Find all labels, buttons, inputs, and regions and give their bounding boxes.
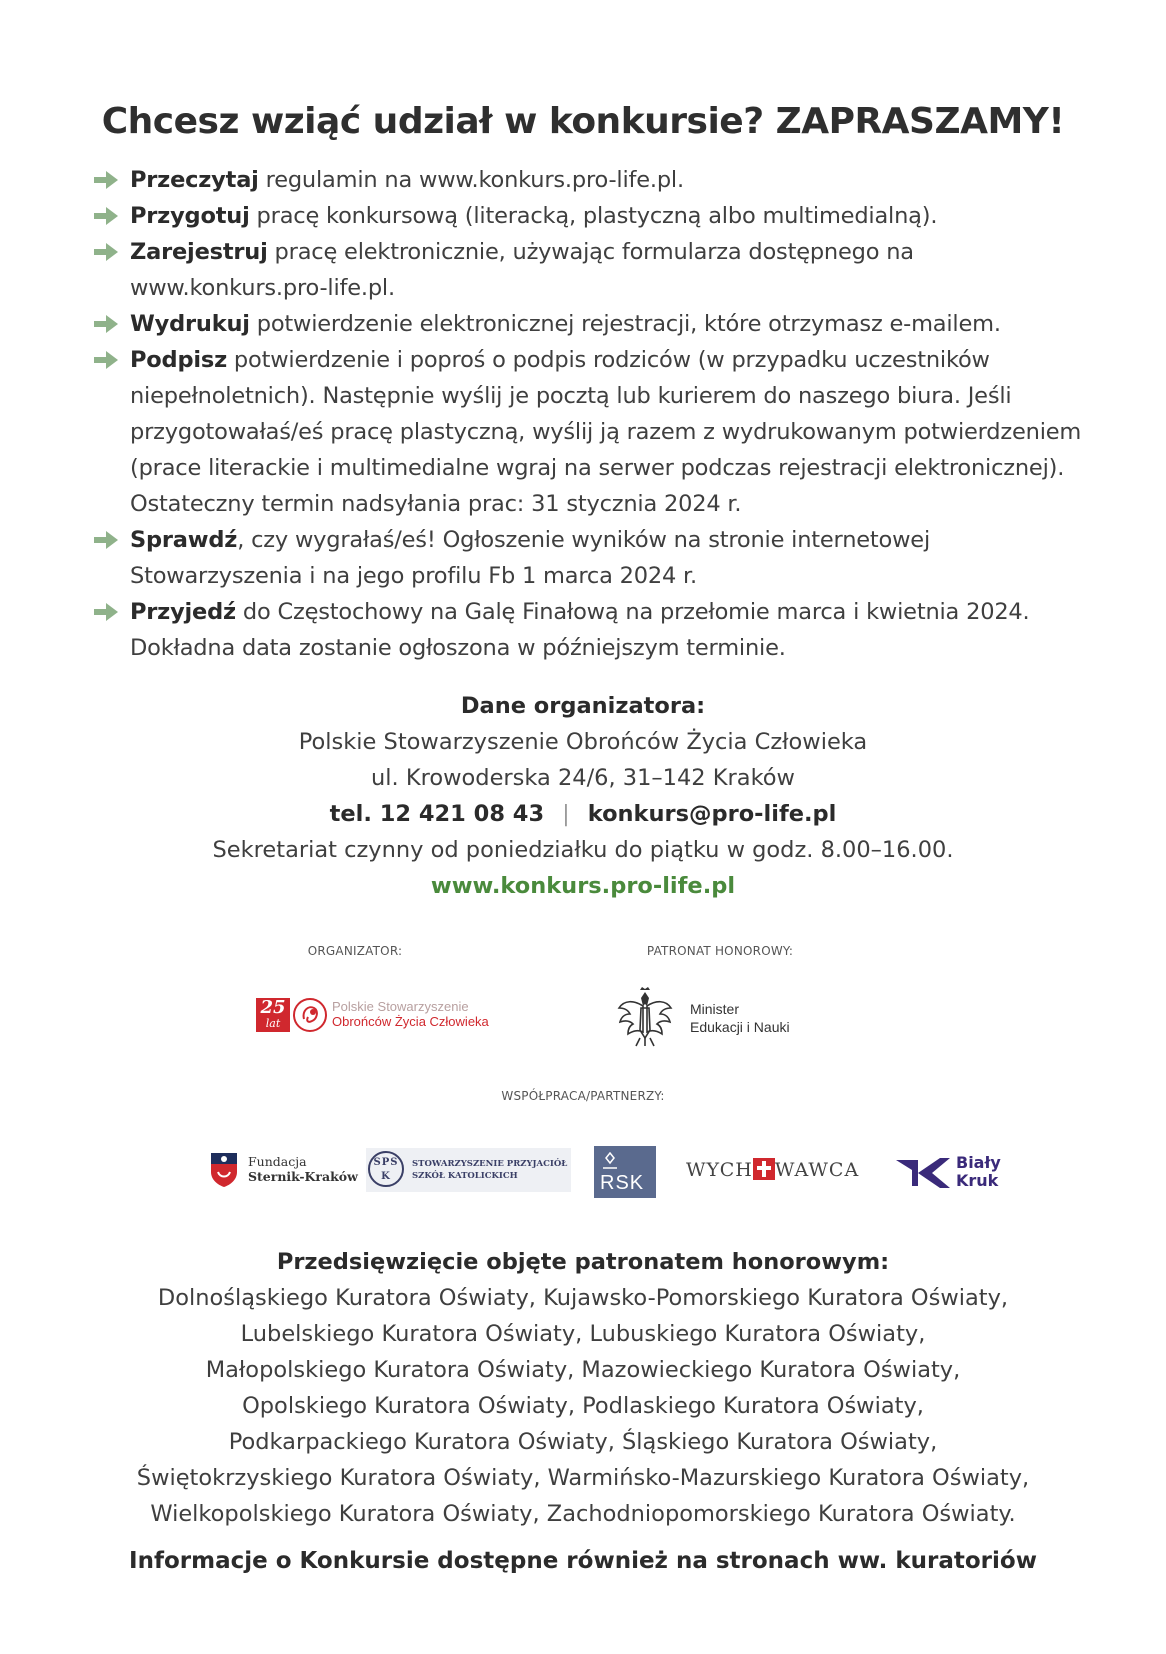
spsk-logo — [366, 1148, 571, 1192]
step-item-arrive — [93, 594, 1103, 666]
patronage-line: Dolnośląskiego Kuratora Oświaty, Kujawsko-Pomorskiego Kuratora Oświaty, — [157, 1285, 1009, 1311]
rsk-logo — [594, 1146, 656, 1198]
spsk-text — [412, 1158, 567, 1182]
partners-logo-label: WSPÓŁPRACA/PARTNERZY: — [501, 1089, 665, 1103]
pso-logo — [256, 996, 496, 1036]
step-text: pracę konkursową (literacką, plastyczną albo multimedialną). — [249, 203, 938, 229]
patron-logo-label: PATRONAT HONOROWY: — [646, 944, 794, 958]
patronage-section — [0, 1244, 1166, 1532]
bialy-kruk-line2: Kruk — [956, 1171, 999, 1190]
arrow-right-icon — [93, 205, 119, 227]
arrow-right-icon — [93, 169, 119, 191]
step-item-read — [93, 162, 1103, 198]
contact-separator: | — [562, 801, 570, 827]
pso-text — [332, 999, 489, 1029]
step-verb: Zarejestruj — [130, 239, 268, 265]
patronage-line: Świętokrzyskiego Kuratora Oświaty, Warmińsko-Mazurskiego Kuratora Oświaty, — [136, 1465, 1030, 1491]
sternik-line2: Sternik-Kraków — [248, 1169, 358, 1184]
organizer-hours: Sekretariat czynny od poniedziałku do piątku w godz. 8.00–16.00. — [212, 837, 954, 863]
minister-line2: Edukacji i Nauki — [690, 1019, 790, 1035]
pso-badge-word: lat — [265, 1017, 281, 1030]
organizer-email[interactable]: konkurs@pro-life.pl — [587, 801, 837, 827]
patronage-line: Małopolskiego Kuratora Oświaty, Mazowieckiego Kuratora Oświaty, — [205, 1357, 961, 1383]
kruk-bird-icon — [896, 1156, 952, 1190]
bialy-kruk-text — [956, 1154, 1001, 1190]
minister-logo — [616, 986, 816, 1048]
cross-icon — [753, 1158, 775, 1180]
pso-badge-number: 25 — [260, 997, 286, 1018]
arrow-right-icon — [93, 349, 119, 371]
spsk-line2: SZKÓŁ KATOLICKICH — [412, 1171, 518, 1181]
step-text: do Częstochowy na Galę Finałową na przełomie marca i kwietnia 2024. Dokładna data zostanie ogłoszona w późniejszym terminie. — [130, 599, 1030, 661]
arrow-right-icon — [93, 601, 119, 623]
step-item-print — [93, 306, 1103, 342]
rsk-emblem-icon — [600, 1152, 620, 1170]
step-verb: Sprawdź — [130, 527, 238, 553]
pso-line1: Polskie Stowarzyszenie — [332, 999, 469, 1014]
patronage-heading: Przedsięwzięcie objęte patronatem honorowym: — [276, 1249, 890, 1275]
wychowawca-text — [686, 1158, 859, 1181]
step-verb: Podpisz — [130, 347, 227, 373]
step-verb: Wydrukuj — [130, 311, 250, 337]
organizer-heading: Dane organizatora: — [460, 693, 706, 719]
sternik-text — [248, 1154, 358, 1184]
wychowawca-logo — [680, 1148, 870, 1192]
step-text: regulamin na www.konkurs.pro-life.pl. — [258, 167, 684, 193]
wychowawca-right: WAWCA — [774, 1159, 860, 1181]
organizer-phone[interactable]: tel. 12 421 08 43 — [329, 801, 545, 827]
step-item-register — [93, 234, 1103, 306]
step-item-prepare — [93, 198, 1103, 234]
sternik-shield-icon — [210, 1152, 238, 1188]
patronage-line: Podkarpackiego Kuratora Oświaty, Śląskiego Kuratora Oświaty, — [228, 1429, 938, 1455]
step-item-check — [93, 522, 1103, 594]
arrow-right-icon — [93, 313, 119, 335]
eagle-emblem-icon — [616, 986, 674, 1048]
step-text: potwierdzenie elektronicznej rejestracji, które otrzymasz e-mailem. — [249, 311, 1001, 337]
patronage-line: Lubelskiego Kuratora Oświaty, Lubuskiego Kuratora Oświaty, — [240, 1321, 926, 1347]
sternik-line1: Fundacja — [248, 1154, 307, 1169]
sternik-logo — [210, 1150, 360, 1190]
bialy-kruk-logo — [896, 1152, 1006, 1194]
pso-badge — [256, 998, 290, 1032]
steps-list — [93, 162, 1103, 666]
step-text: pracę elektronicznie, używając formularza dostępnego na www.konkurs.pro-life.pl. — [130, 239, 914, 301]
organizer-address: ul. Krowoderska 24/6, 31–142 Kraków — [371, 765, 795, 791]
step-verb: Przygotuj — [130, 203, 250, 229]
minister-text — [690, 1000, 790, 1036]
organizer-name: Polskie Stowarzyszenie Obrońców Życia Człowieka — [298, 729, 868, 755]
organizer-contact — [0, 796, 1166, 832]
patronage-line: Opolskiego Kuratora Oświaty, Podlaskiego Kuratora Oświaty, — [242, 1393, 924, 1419]
fetus-icon — [292, 997, 328, 1033]
rsk-text: RSK — [600, 1172, 645, 1194]
arrow-right-icon — [93, 241, 119, 263]
wychowawca-left: WYCH — [686, 1159, 753, 1181]
step-verb: Przeczytaj — [130, 167, 259, 193]
step-text: , czy wygrałaś/eś! Ogłoszenie wyników na stronie internetowej Stowarzyszenia i na jego profilu Fb 1 marca 2024 r. — [130, 527, 931, 589]
organizer-website-link[interactable]: www.konkurs.pro-life.pl — [430, 873, 736, 899]
arrow-right-icon — [93, 529, 119, 551]
patronage-line: Wielkopolskiego Kuratora Oświaty, Zachodniopomorskiego Kuratora Oświaty. — [150, 1501, 1016, 1527]
step-item-sign — [93, 342, 1103, 522]
organizer-details — [0, 688, 1166, 904]
page-title: Chcesz wziąć udział w konkursie? ZAPRASZAMY! — [101, 101, 1065, 142]
bialy-kruk-line1: Biały — [956, 1153, 1001, 1172]
step-text: potwierdzenie i poproś o podpis rodziców (w przypadku uczestników niepełnoletnich). Następnie wyślij je pocztą lub kurierem do naszego biura. Jeśli przygotowałaś/eś pracę plastyczną, wyślij ją razem z wydrukowanym potwierdzeniem (prace literackie i multimedialne wgraj na serwer podczas rejestracji elektronicznej). Ostateczny termin nadsyłania prac: 31 stycznia 2024 r. — [130, 347, 1082, 517]
spsk-line1: STOWARZYSZENIE PRZYJACIÓŁ — [412, 1159, 568, 1169]
pso-line2: Obrońców Życia Człowieka — [332, 1014, 489, 1029]
footer-note: Informacje o Konkursie dostępne również na stronach ww. kuratoriów — [129, 1548, 1037, 1574]
step-verb: Przyjedź — [130, 599, 236, 625]
spsk-monogram: SPSK — [368, 1151, 404, 1187]
organizer-logo-label: ORGANIZATOR: — [307, 944, 403, 958]
minister-line1: Minister — [690, 1001, 740, 1017]
